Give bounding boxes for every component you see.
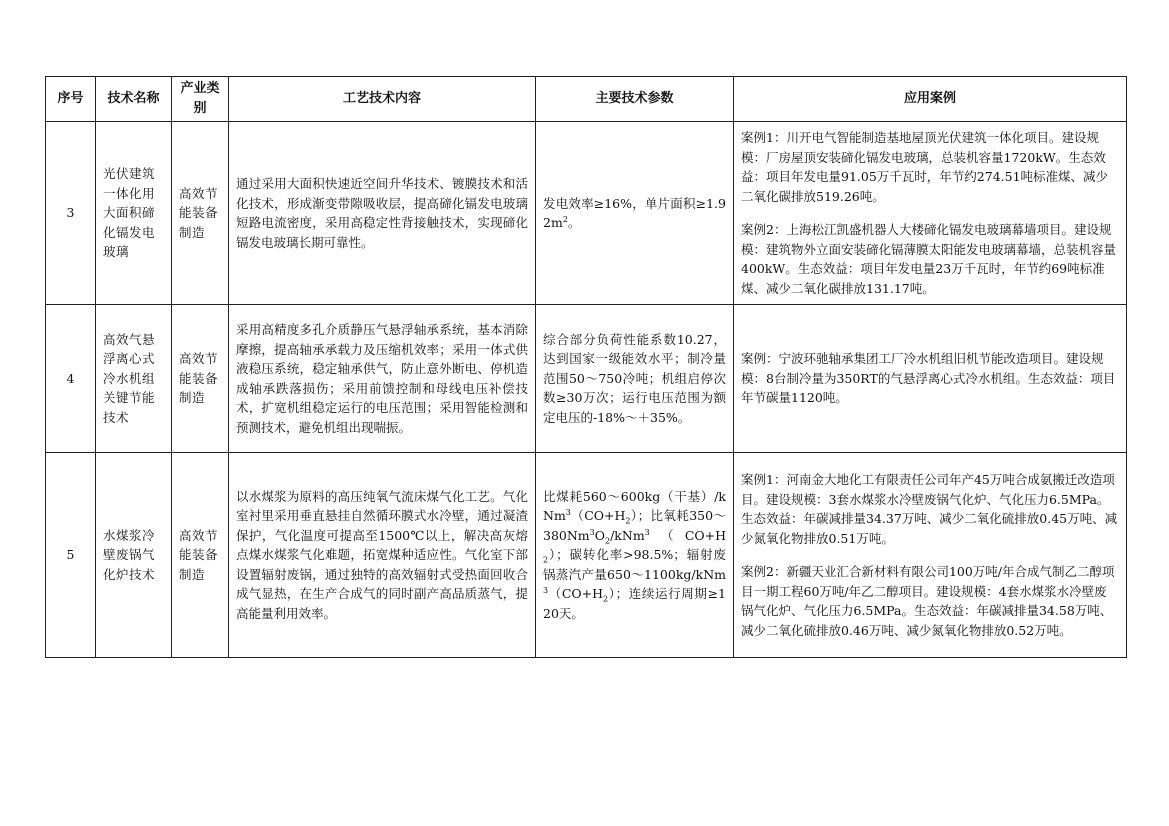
params-sub: 2 bbox=[603, 594, 609, 604]
params-sub: 2 bbox=[605, 536, 611, 546]
row-num: 5 bbox=[46, 453, 96, 658]
params-text: /kNm bbox=[610, 527, 645, 543]
params-text: 比煤耗560～600kg（干基）/kNm bbox=[543, 488, 726, 524]
row-category: 高效节能装备制造 bbox=[172, 122, 229, 305]
header-params: 主要技术参数 bbox=[536, 77, 734, 122]
row-num: 3 bbox=[46, 122, 96, 305]
row-process: 采用高精度多孔介质静压气悬浮轴承系统，基本消除摩擦，提高轴承承载力及压缩机效率；采用一体式供液稳压系统，稳定轴承供气，防止意外断电、停机造成轴承跌落损伤；采用前馈控制和母线电压补偿技术，扩宽机组稳定运行的电压范围；采用智能检测和预测技术，避免机组出现喘振。 bbox=[229, 305, 536, 453]
row-process: 以水煤浆为原料的高压纯氧气流床煤气化工艺。气化室衬里采用垂直悬挂自然循环膜式水冷壁，通过凝渣保护，气化温度可提高至1500℃以上，解决高灰熔点煤水煤浆气化难题，拓宽煤种适应性。气化室下部设置辐射废锅，通过独特的高效辐射式受热面回收合成气显热，在生产合成气的同时副产高品质蒸气，提高能量利用效率。 bbox=[229, 453, 536, 658]
case-item: 案例：宁波环驰轴承集团工厂冷水机组旧机节能改造项目。建设规模：8台制冷量为350RT的气悬浮离心式冷水机组。生态效益：项目年节碳量1120吨。 bbox=[741, 351, 1116, 406]
technology-table bbox=[45, 76, 1127, 658]
row-tech-name: 水煤浆冷壁废锅气化炉技术 bbox=[96, 453, 172, 658]
params-sup: 3 bbox=[565, 508, 571, 518]
case-item: 案例1：河南金大地化工有限责任公司年产45万吨合成氨搬迁改造项目。建设规模：3套水煤浆水冷壁废锅气化炉、气化压力6.5MPa。生态效益：年碳减排量34.37万吨、减少二氧化硫排放0.45万吨、减少氮氧化物排放0.51万吨。 bbox=[741, 472, 1118, 546]
table-row bbox=[46, 453, 1127, 658]
case-item: 案例2：新疆天业汇合新材料有限公司100万吨/年合成气制乙二醇项目一期工程60万吨/年乙二醇项目。建设规模：4套水煤浆水冷壁废锅气化炉、气化压力6.5MPa。生态效益：年碳减排量34.58万吨、减少二氧化硫排放0.46万吨、减少氮氧化物排放0.52万吨。 bbox=[741, 564, 1115, 638]
row-tech-name: 光伏建筑一体化用大面积碲化镉发电玻璃 bbox=[96, 122, 172, 305]
row-params bbox=[536, 453, 734, 658]
header-category: 产业类别 bbox=[172, 77, 229, 122]
row-params: 综合部分负荷性能系数10.27，达到国家一级能效水平；制冷量范围50～750冷吨；机组启停次数≥30万次；运行电压范围为额定电压的-18%～＋35%。 bbox=[536, 305, 734, 453]
params-sup: 2 bbox=[562, 214, 568, 224]
header-num: 序号 bbox=[46, 77, 96, 122]
params-sup: 3 bbox=[589, 527, 595, 537]
params-text: 。 bbox=[567, 215, 581, 230]
params-text: 发电效率≥16%，单片面积≥1.92m bbox=[543, 195, 726, 230]
table-row bbox=[46, 122, 1127, 305]
params-sub: 2 bbox=[625, 516, 631, 526]
params-text: （CO+H bbox=[570, 508, 626, 524]
params-text: O bbox=[594, 527, 605, 543]
params-text: （CO+H bbox=[548, 586, 604, 602]
header-cases: 应用案例 bbox=[734, 77, 1127, 122]
params-text: ）；碳转化率>98.5%；辐射废锅蒸汽产量650～1100kg/kNm bbox=[543, 547, 726, 582]
case-item: 案例2：上海松江凯盛机器人大楼碲化镉发电玻璃幕墙项目。建设规模：建筑物外立面安装碲化镉薄膜太阳能发电玻璃幕墙，总装机容量400kW。生态效益：项目年发电量23万千瓦时，年节约69吨标准煤、减少二氧化碳排放131.17吨。 bbox=[741, 222, 1117, 296]
params-sup: 3 bbox=[644, 527, 650, 537]
row-cases bbox=[734, 453, 1127, 658]
params-sub: 2 bbox=[543, 555, 549, 565]
header-name: 技术名称 bbox=[96, 77, 172, 122]
params-text: ）；比氧耗350～380Nm bbox=[543, 508, 727, 543]
params-text: ）；连续运行周期≥120天。 bbox=[543, 586, 726, 621]
row-process: 通过采用大面积快速近空间升华技术、镀膜技术和活化技术，形成渐变带隙吸收层，提高碲化镉发电玻璃短路电流密度，采用高稳定性背接触技术，实现碲化镉发电玻璃长期可靠性。 bbox=[229, 122, 536, 305]
row-category: 高效节能装备制造 bbox=[172, 305, 229, 453]
row-cases bbox=[734, 305, 1127, 453]
header-row bbox=[46, 77, 1127, 122]
row-cases bbox=[734, 122, 1127, 305]
params-sup: 3 bbox=[543, 586, 549, 596]
row-num: 4 bbox=[46, 305, 96, 453]
case-item: 案例1：川开电气智能制造基地屋顶光伏建筑一体化项目。建设规模：厂房屋顶安装碲化镉发电玻璃，总装机容量1720kW。生态效益：项目年发电量91.05万千瓦时，年节约274.51吨标准煤、减少二氧化碳排放519.26吨。 bbox=[741, 130, 1109, 204]
row-category: 高效节能装备制造 bbox=[172, 453, 229, 658]
params-text: （CO+H bbox=[649, 527, 726, 543]
row-tech-name: 高效气悬浮离心式冷水机组关键节能技术 bbox=[96, 305, 172, 453]
header-process: 工艺技术内容 bbox=[229, 77, 536, 122]
row-params bbox=[536, 122, 734, 305]
table-row bbox=[46, 305, 1127, 453]
